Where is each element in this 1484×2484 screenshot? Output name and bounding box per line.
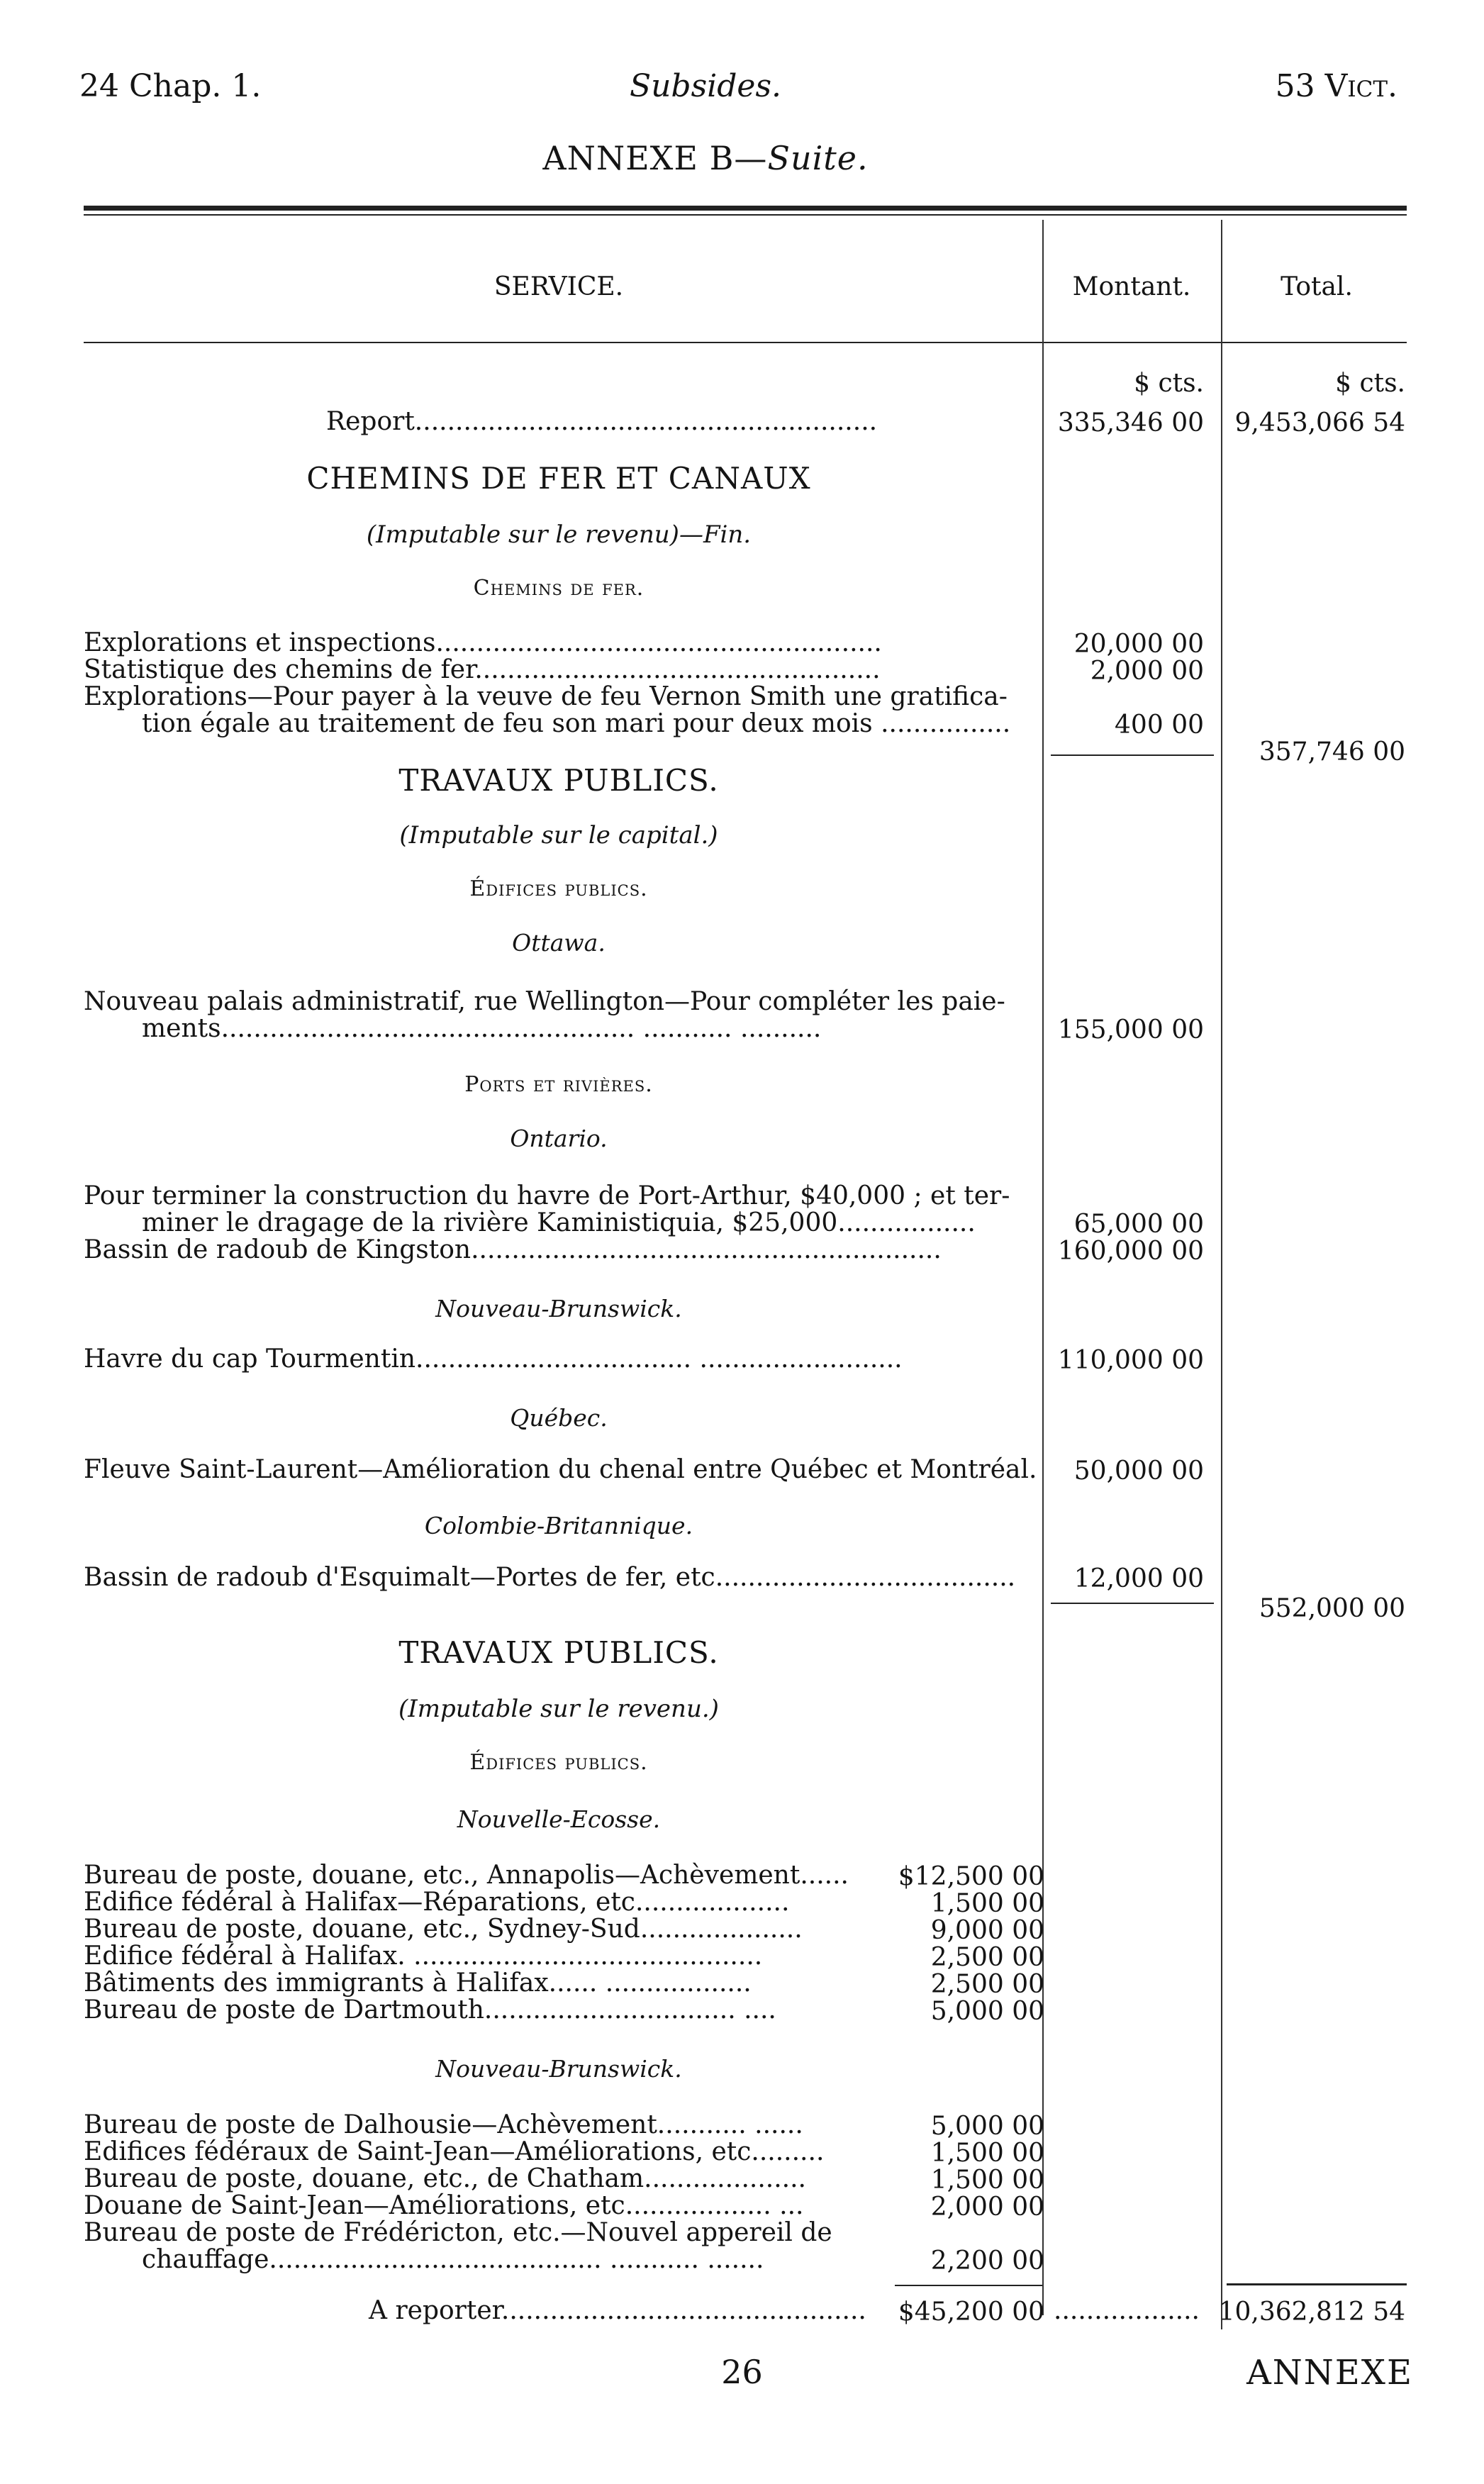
category-public-buildings: Édifices publics. [469,876,648,901]
list-item: Douane de Saint-Jean—Améliorations, etc.................. ... [84,2191,804,2220]
list-item-amount: 2,000 00 [1090,657,1204,686]
list-item: Bassin de radoub de Kingston.......................................................... [84,1235,942,1264]
list-item-amount: 1,500 00 [930,1889,1044,1918]
annex-label: ANNEXE B— [542,139,768,177]
list-item-amount: 1,500 00 [930,2166,1044,2195]
list-item-amount: 1,500 00 [930,2139,1044,2168]
list-item: tion égale au traitement de feu son mari pour deux mois ................ [142,709,1011,738]
list-item-amount: 5,000 00 [930,2112,1044,2141]
list-item: Edifice fédéral à Halifax—Réparations, etc................... [84,1888,790,1917]
list-item-amount: 2,500 00 [930,1970,1044,1999]
section-sub-revenue: (Imputable sur le revenu.) [398,1695,719,1723]
running-head-title: Subsides. [629,68,782,104]
list-item-amount: 155,000 00 [1057,1015,1204,1045]
list-item: chauffage......................................... ........... ....... [142,2245,764,2274]
list-item-amount: 2,200 00 [930,2246,1044,2276]
list-item: Bureau de poste, douane, etc., Sydney-Sud.................... [84,1915,803,1944]
list-item-amount: 2,500 00 [930,1943,1044,1972]
list-item: Edifices fédéraux de Saint-Jean—Améliorations, etc......... [84,2137,825,2166]
list-item-amount: 65,000 00 [1073,1210,1204,1239]
list-item: Statistique des chemins de fer.................................................. [84,655,881,684]
list-item-amount: 110,000 00 [1057,1346,1204,1375]
location-colombie-britannique: Colombie-Britannique. [424,1512,693,1539]
list-item-amount: 20,000 00 [1073,630,1204,659]
subtotal-rule-2 [1051,1603,1214,1604]
carry-label: A reporter............................................. [369,2296,866,2325]
list-item: Bureau de poste de Dalhousie—Achèvement........... ...... [84,2110,803,2139]
category-railways: Chemins de fer. [473,576,645,601]
list-item: Edifice fédéral à Halifax. ........................................... [84,1942,763,1971]
category-ports-rivers: Ports et rivières. [464,1072,653,1097]
column-rule-2 [1221,220,1222,2329]
report-label: Report......................................................... [326,407,878,436]
header-montant: Montant. [1072,272,1191,301]
list-item: Fleuve Saint-Laurent—Amélioration du chenal entre Québec et Montréal. [84,1455,1037,1484]
location-ottawa: Ottawa. [512,929,606,957]
page-number: 26 [721,2353,763,2391]
list-item: Bureau de poste de Dartmouth............................... .... [84,1995,776,2024]
catchword: ANNEXE [1246,2353,1413,2393]
top-rule-thick [84,206,1407,211]
carry-dots: .................. [1054,2296,1200,2325]
section-sub-capital: (Imputable sur le capital.) [399,821,718,850]
units-montant: $ cts. [1134,369,1204,398]
list-item: Bureau de poste de Frédéricton, etc.—Nouvel appereil de [84,2218,832,2247]
list-item-amount: 5,000 00 [930,1997,1044,2026]
location-nouveau-brunswick-2: Nouveau-Brunswick. [435,2055,682,2083]
list-item: Bureau de poste, douane, etc., de Chatham.................... [84,2164,807,2193]
header-total: Total. [1281,272,1353,301]
section-heading-railways: CHEMINS DE FER ET CANAUX [306,461,811,496]
annex-suite: Suite. [767,139,869,177]
top-rule-thin [84,214,1407,216]
section-total-public-works-capital: 552,000 00 [1259,1594,1405,1623]
list-item: ments................................................... ........... .......... [142,1014,822,1043]
report-total: 9,453,066 54 [1234,408,1405,438]
list-item-amount: 160,000 00 [1057,1237,1204,1266]
list-item: Explorations et inspections....................................................... [84,628,882,657]
list-item: Explorations—Pour payer à la veuve de feu Vernon Smith une gratifica- [84,682,1008,711]
carry-rule-total [1227,2283,1407,2285]
list-item: miner le dragage de la rivière Kaministiquia, $25,000................. [142,1208,976,1237]
section-total-railways: 357,746 00 [1259,737,1405,767]
header-rule [84,342,1407,343]
subtotal-rule-1 [1051,754,1214,756]
list-item-amount: 400 00 [1115,711,1204,740]
section-heading-public-works-revenue: TRAVAUX PUBLICS. [398,1635,719,1670]
carry-rule-inner [895,2285,1042,2286]
location-nouvelle-ecosse: Nouvelle-Ecosse. [457,1805,661,1833]
running-head-left: 24 Chap. 1. [79,68,262,104]
section-heading-public-works-capital: TRAVAUX PUBLICS. [398,763,719,798]
list-item: Bâtiments des immigrants à Halifax...... .................. [84,1968,752,1998]
section-sub-railways: (Imputable sur le revenu)—Fin. [366,520,752,549]
list-item: Bureau de poste, douane, etc., Annapolis—Achèvement...... [84,1861,849,1890]
carry-inner-amount: $45,200 00 [898,2298,1044,2327]
list-item-amount: 12,000 00 [1073,1564,1204,1593]
header-service: SERVICE. [493,272,624,301]
carry-total: 10,362,812 54 [1218,2298,1405,2327]
list-item-amount: 50,000 00 [1073,1457,1204,1486]
list-item: Nouveau palais administratif, rue Wellington—Pour compléter les paie- [84,987,1005,1016]
list-item: Pour terminer la construction du havre de Port-Arthur, $40,000 ; et ter- [84,1181,1010,1210]
annex-title [0,139,1411,177]
running-head-right: 53 Vict. [1275,68,1397,104]
list-item-amount: 2,000 00 [930,2193,1044,2222]
category-public-buildings-2: Édifices publics. [469,1750,648,1775]
units-total: $ cts. [1335,369,1405,398]
list-item-amount: 9,000 00 [930,1916,1044,1945]
report-montant: 335,346 00 [1057,408,1204,438]
list-item: Havre du cap Tourmentin.................................. ......................... [84,1344,903,1374]
list-item: Bassin de radoub d'Esquimalt—Portes de fer, etc..................................... [84,1563,1016,1592]
location-ontario: Ontario. [510,1125,608,1152]
location-nouveau-brunswick: Nouveau-Brunswick. [435,1295,682,1322]
location-quebec: Québec. [510,1404,608,1432]
list-item-amount: $12,500 00 [898,1862,1044,1891]
